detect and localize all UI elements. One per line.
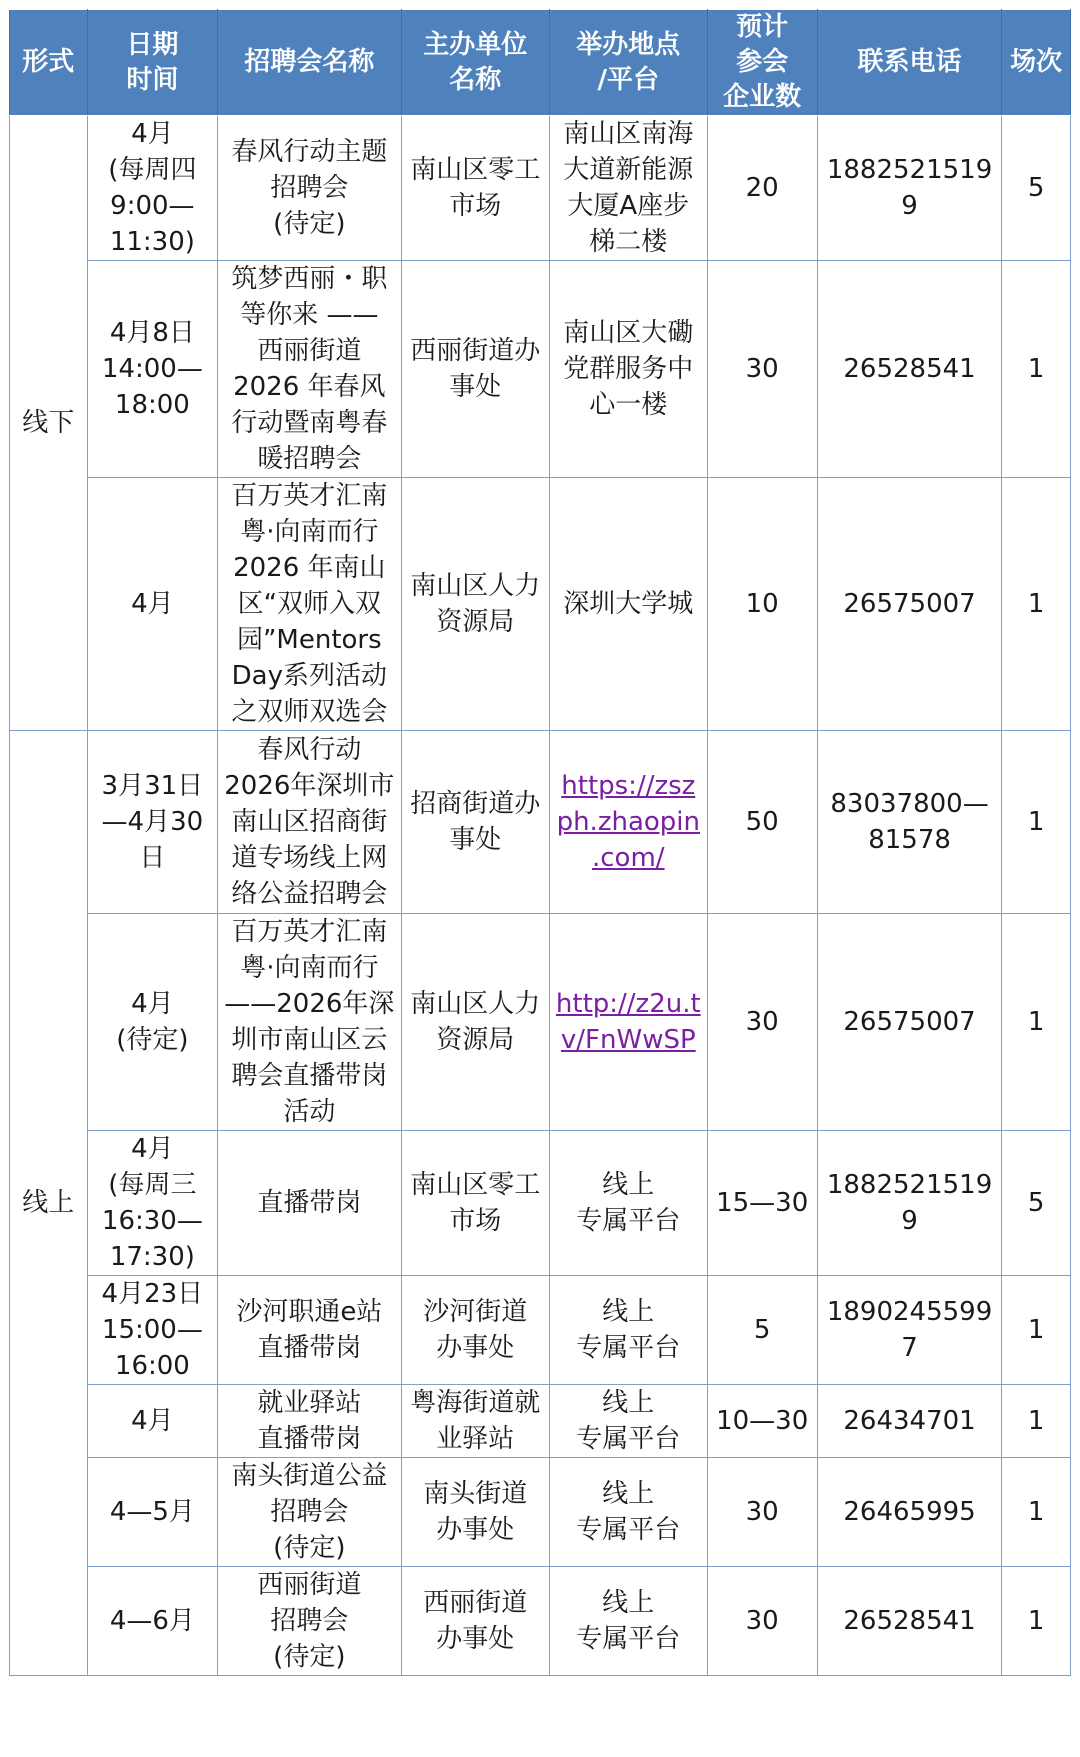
company-count-cell: 5 bbox=[707, 1276, 817, 1385]
fair-name-cell: 西丽街道 招聘会 (待定) bbox=[218, 1567, 401, 1676]
date-time-cell: 4月 (每周三 16:30— 17:30) bbox=[87, 1131, 218, 1276]
sessions-cell: 1 bbox=[1002, 914, 1071, 1131]
organizer-cell: 西丽街道 办事处 bbox=[401, 1567, 550, 1676]
table-row bbox=[10, 1385, 1071, 1458]
phone-cell: 18825215199 bbox=[817, 1131, 1002, 1276]
fair-name-cell: 春风行动 2026年深圳市 南山区招商街 道专场线上网 络公益招聘会 bbox=[218, 731, 401, 914]
organizer-cell: 南山区人力 资源局 bbox=[401, 914, 550, 1131]
company-count-cell: 30 bbox=[707, 261, 817, 478]
company-count-cell: 10 bbox=[707, 478, 817, 731]
company-count-cell: 10—30 bbox=[707, 1385, 817, 1458]
table-row bbox=[10, 1458, 1071, 1567]
table-header bbox=[10, 10, 1071, 116]
sessions-cell: 5 bbox=[1002, 1131, 1071, 1276]
company-count-cell: 50 bbox=[707, 731, 817, 914]
job-fair-table bbox=[9, 9, 1071, 1676]
organizer-cell: 南山区零工 市场 bbox=[401, 1131, 550, 1276]
phone-cell: 18825215199 bbox=[817, 116, 1002, 261]
organizer-cell: 招商街道办 事处 bbox=[401, 731, 550, 914]
header-organizer: 主办单位 名称 bbox=[401, 10, 550, 116]
form-group-cell: 线上 bbox=[10, 731, 88, 1676]
venue-cell: 南山区大磡 党群服务中 心一楼 bbox=[550, 261, 708, 478]
company-count-cell: 30 bbox=[707, 1458, 817, 1567]
date-time-cell: 4月23日 15:00— 16:00 bbox=[87, 1276, 218, 1385]
phone-cell: 26434701 bbox=[817, 1385, 1002, 1458]
phone-cell: 26528541 bbox=[817, 1567, 1002, 1676]
organizer-cell: 南山区人力 资源局 bbox=[401, 478, 550, 731]
table-row bbox=[10, 116, 1071, 261]
phone-cell: 26575007 bbox=[817, 478, 1002, 731]
sessions-cell: 1 bbox=[1002, 478, 1071, 731]
table-body bbox=[10, 116, 1071, 1676]
table-row bbox=[10, 731, 1071, 914]
sessions-cell: 5 bbox=[1002, 116, 1071, 261]
company-count-cell: 30 bbox=[707, 1567, 817, 1676]
organizer-cell: 西丽街道办 事处 bbox=[401, 261, 550, 478]
header-sessions: 场次 bbox=[1002, 10, 1071, 116]
venue-cell: 深圳大学城 bbox=[550, 478, 708, 731]
table-row bbox=[10, 1131, 1071, 1276]
date-time-cell: 3月31日 —4月30 日 bbox=[87, 731, 218, 914]
fair-name-cell: 百万英才汇南 粤·向南而行 ——2026年深 圳市南山区云 聘会直播带岗 活动 bbox=[218, 914, 401, 1131]
phone-cell: 83037800— 81578 bbox=[817, 731, 1002, 914]
organizer-cell: 粤海街道就 业驿站 bbox=[401, 1385, 550, 1458]
table-row bbox=[10, 478, 1071, 731]
date-time-cell: 4月8日 14:00— 18:00 bbox=[87, 261, 218, 478]
date-time-cell: 4—6月 bbox=[87, 1567, 218, 1676]
company-count-cell: 30 bbox=[707, 914, 817, 1131]
fair-name-cell: 南头街道公益 招聘会 (待定) bbox=[218, 1458, 401, 1567]
date-time-cell: 4月 bbox=[87, 1385, 218, 1458]
venue-cell: 线上 专属平台 bbox=[550, 1385, 708, 1458]
organizer-cell: 南山区零工 市场 bbox=[401, 116, 550, 261]
fair-name-cell: 直播带岗 bbox=[218, 1131, 401, 1276]
phone-cell: 26528541 bbox=[817, 261, 1002, 478]
organizer-cell: 沙河街道 办事处 bbox=[401, 1276, 550, 1385]
header-company-count: 预计 参会 企业数 bbox=[707, 10, 817, 116]
sessions-cell: 1 bbox=[1002, 731, 1071, 914]
table-row bbox=[10, 1276, 1071, 1385]
fair-name-cell: 百万英才汇南 粤·向南而行 2026 年南山 区“双师入双 园”Mentors Day系列活动 之双师双选会 bbox=[218, 478, 401, 731]
date-time-cell: 4月 (待定) bbox=[87, 914, 218, 1131]
table-row bbox=[10, 1567, 1071, 1676]
organizer-cell: 南头街道 办事处 bbox=[401, 1458, 550, 1567]
header-form: 形式 bbox=[10, 10, 88, 116]
sessions-cell: 1 bbox=[1002, 1458, 1071, 1567]
venue-cell: 线上 专属平台 bbox=[550, 1276, 708, 1385]
date-time-cell: 4月 (每周四 9:00— 11:30) bbox=[87, 116, 218, 261]
platform-link[interactable]: http://z2u.t v/FnWwSP bbox=[555, 989, 701, 1055]
fair-name-cell: 沙河职通e站 直播带岗 bbox=[218, 1276, 401, 1385]
phone-cell: 26465995 bbox=[817, 1458, 1002, 1567]
fair-name-cell: 筑梦西丽・职 等你来 —— 西丽街道 2026 年春风 行动暨南粤春 暖招聘会 bbox=[218, 261, 401, 478]
venue-cell bbox=[550, 914, 708, 1131]
fair-name-cell: 就业驿站 直播带岗 bbox=[218, 1385, 401, 1458]
sessions-cell: 1 bbox=[1002, 261, 1071, 478]
date-time-cell: 4月 bbox=[87, 478, 218, 731]
venue-cell: 线上 专属平台 bbox=[550, 1567, 708, 1676]
sessions-cell: 1 bbox=[1002, 1567, 1071, 1676]
venue-cell bbox=[550, 731, 708, 914]
fair-name-cell: 春风行动主题 招聘会 (待定) bbox=[218, 116, 401, 261]
company-count-cell: 15—30 bbox=[707, 1131, 817, 1276]
table-row bbox=[10, 261, 1071, 478]
header-phone: 联系电话 bbox=[817, 10, 1002, 116]
venue-cell: 南山区南海 大道新能源 大厦A座步 梯二楼 bbox=[550, 116, 708, 261]
company-count-cell: 20 bbox=[707, 116, 817, 261]
sessions-cell: 1 bbox=[1002, 1276, 1071, 1385]
header-fair-name: 招聘会名称 bbox=[218, 10, 401, 116]
form-group-cell: 线下 bbox=[10, 116, 88, 731]
sessions-cell: 1 bbox=[1002, 1385, 1071, 1458]
venue-cell: 线上 专属平台 bbox=[550, 1458, 708, 1567]
header-date-time: 日期 时间 bbox=[87, 10, 218, 116]
date-time-cell: 4—5月 bbox=[87, 1458, 218, 1567]
table-row bbox=[10, 914, 1071, 1131]
phone-cell: 26575007 bbox=[817, 914, 1002, 1131]
venue-cell: 线上 专属平台 bbox=[550, 1131, 708, 1276]
header-venue-platform: 举办地点 /平台 bbox=[550, 10, 708, 116]
platform-link[interactable]: https://zsz ph.zhaopin .com/ bbox=[556, 771, 700, 873]
phone-cell: 18902455997 bbox=[817, 1276, 1002, 1385]
